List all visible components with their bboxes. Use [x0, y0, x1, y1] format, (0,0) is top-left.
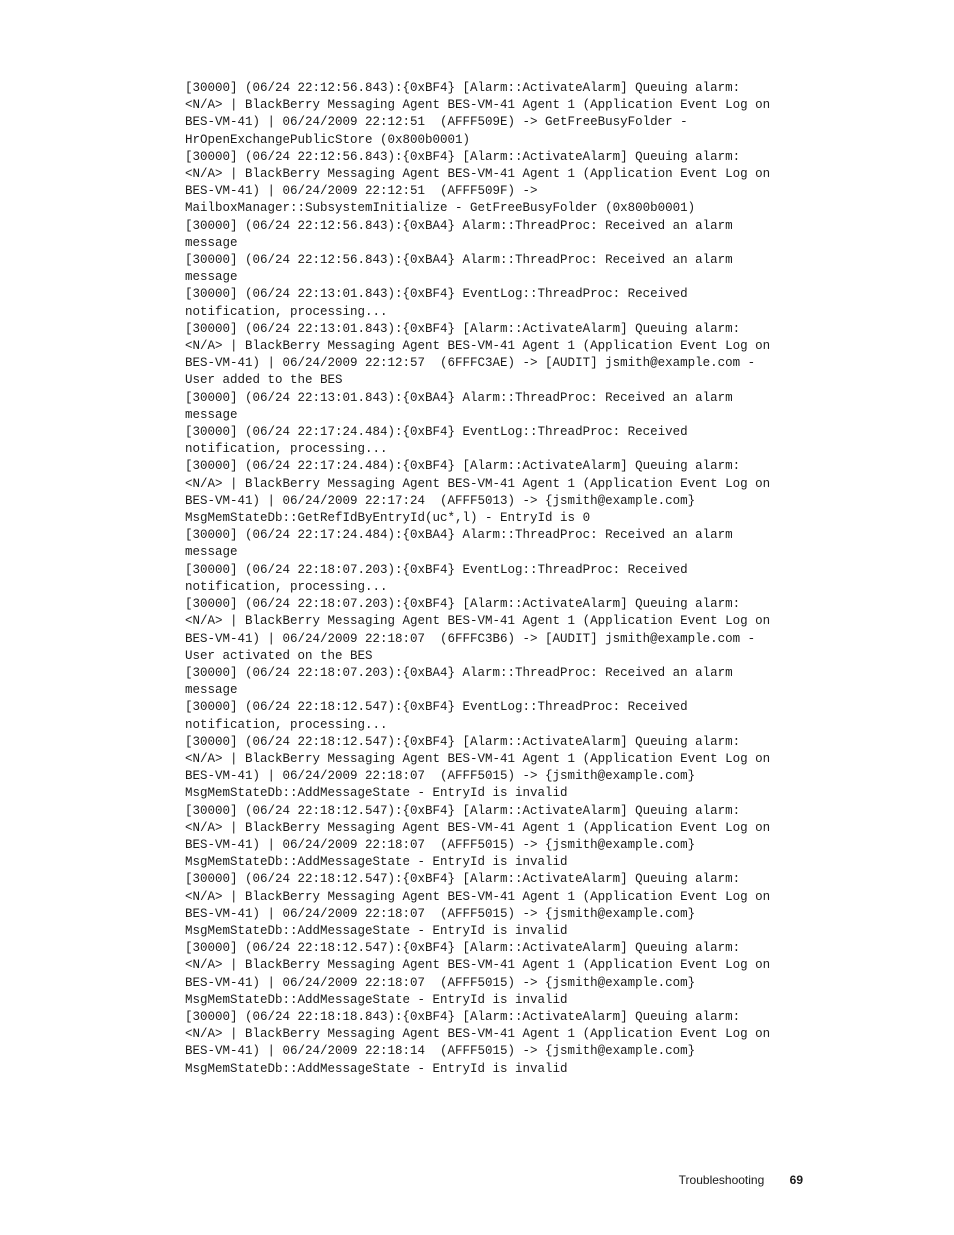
- log-line: [30000] (06/24 22:18:12.547):{0xBF4} EventLog::ThreadProc: Received: [185, 700, 688, 715]
- log-line: [30000] (06/24 22:18:12.547):{0xBF4} [Alarm::ActivateAlarm] Queuing alarm:: [185, 734, 741, 749]
- log-line: BES-VM-41) | 06/24/2009 22:18:14 (AFFF5015) -> {jsmith@example.com}: [185, 1044, 696, 1059]
- log-line: BES-VM-41) | 06/24/2009 22:12:57 (6FFFC3AE) -> [AUDIT] jsmith@example.com -: [185, 356, 756, 371]
- log-line: [30000] (06/24 22:18:12.547):{0xBF4} [Alarm::ActivateAlarm] Queuing alarm:: [185, 872, 741, 887]
- log-line: BES-VM-41) | 06/24/2009 22:18:07 (AFFF5015) -> {jsmith@example.com}: [185, 769, 696, 784]
- log-line: User added to the BES: [185, 373, 343, 388]
- log-line: message: [185, 235, 238, 250]
- log-line: User activated on the BES: [185, 648, 373, 663]
- log-line: <N/A> | BlackBerry Messaging Agent BES-VM-41 Agent 1 (Application Event Log on: [185, 614, 771, 629]
- log-line: <N/A> | BlackBerry Messaging Agent BES-VM-41 Agent 1 (Application Event Log on: [185, 889, 771, 904]
- log-line: BES-VM-41) | 06/24/2009 22:17:24 (AFFF5013) -> {jsmith@example.com}: [185, 493, 696, 508]
- log-line: <N/A> | BlackBerry Messaging Agent BES-VM-41 Agent 1 (Application Event Log on: [185, 476, 771, 491]
- log-line: message: [185, 683, 238, 698]
- log-line: [30000] (06/24 22:18:07.203):{0xBF4} EventLog::ThreadProc: Received: [185, 562, 688, 577]
- log-line: message: [185, 270, 238, 285]
- log-line: <N/A> | BlackBerry Messaging Agent BES-VM-41 Agent 1 (Application Event Log on: [185, 339, 771, 354]
- log-line: [30000] (06/24 22:13:01.843):{0xBF4} [Alarm::ActivateAlarm] Queuing alarm:: [185, 321, 741, 336]
- log-line: [30000] (06/24 22:18:18.843):{0xBF4} [Alarm::ActivateAlarm] Queuing alarm:: [185, 1009, 741, 1024]
- log-line: <N/A> | BlackBerry Messaging Agent BES-VM-41 Agent 1 (Application Event Log on: [185, 167, 771, 182]
- log-line: MsgMemStateDb::AddMessageState - EntryId is invalid: [185, 855, 568, 870]
- log-line: [30000] (06/24 22:12:56.843):{0xBA4} Alarm::ThreadProc: Received an alarm: [185, 253, 733, 268]
- log-line: [30000] (06/24 22:18:12.547):{0xBF4} [Alarm::ActivateAlarm] Queuing alarm:: [185, 803, 741, 818]
- log-line: message: [185, 545, 238, 560]
- log-line: <N/A> | BlackBerry Messaging Agent BES-VM-41 Agent 1 (Application Event Log on: [185, 1027, 771, 1042]
- log-line: <N/A> | BlackBerry Messaging Agent BES-VM-41 Agent 1 (Application Event Log on: [185, 751, 771, 766]
- footer-section-title: Troubleshooting: [678, 1173, 765, 1187]
- log-line: [30000] (06/24 22:12:56.843):{0xBA4} Alarm::ThreadProc: Received an alarm: [185, 218, 733, 233]
- log-line: BES-VM-41) | 06/24/2009 22:12:51 (AFFF509F) ->: [185, 184, 538, 199]
- log-line: MsgMemStateDb::AddMessageState - EntryId is invalid: [185, 992, 568, 1007]
- log-line: HrOpenExchangePublicStore (0x800b0001): [185, 132, 471, 147]
- log-line: [30000] (06/24 22:18:07.203):{0xBA4} Alarm::ThreadProc: Received an alarm: [185, 665, 733, 680]
- log-line: <N/A> | BlackBerry Messaging Agent BES-VM-41 Agent 1 (Application Event Log on: [185, 958, 771, 973]
- log-line: BES-VM-41) | 06/24/2009 22:18:07 (AFFF5015) -> {jsmith@example.com}: [185, 975, 696, 990]
- log-line: BES-VM-41) | 06/24/2009 22:12:51 (AFFF509E) -> GetFreeBusyFolder -: [185, 115, 688, 130]
- log-line: notification, processing...: [185, 717, 388, 732]
- log-line: [30000] (06/24 22:13:01.843):{0xBA4} Alarm::ThreadProc: Received an alarm: [185, 390, 733, 405]
- log-line: <N/A> | BlackBerry Messaging Agent BES-VM-41 Agent 1 (Application Event Log on: [185, 820, 771, 835]
- log-line: [30000] (06/24 22:13:01.843):{0xBF4} EventLog::ThreadProc: Received: [185, 287, 688, 302]
- log-output: [185, 80, 825, 1078]
- page-number: 69: [789, 1173, 803, 1187]
- log-line: [30000] (06/24 22:17:24.484):{0xBF4} EventLog::ThreadProc: Received: [185, 425, 688, 440]
- log-line: notification, processing...: [185, 442, 388, 457]
- log-line: message: [185, 407, 238, 422]
- log-line: MsgMemStateDb::GetRefIdByEntryId(uc*,l) - EntryId is 0: [185, 511, 591, 526]
- log-line: BES-VM-41) | 06/24/2009 22:18:07 (AFFF5015) -> {jsmith@example.com}: [185, 837, 696, 852]
- log-line: [30000] (06/24 22:17:24.484):{0xBA4} Alarm::ThreadProc: Received an alarm: [185, 528, 733, 543]
- log-line: [30000] (06/24 22:18:07.203):{0xBF4} [Alarm::ActivateAlarm] Queuing alarm:: [185, 597, 741, 612]
- log-line: [30000] (06/24 22:12:56.843):{0xBF4} [Alarm::ActivateAlarm] Queuing alarm:: [185, 149, 741, 164]
- log-line: BES-VM-41) | 06/24/2009 22:18:07 (6FFFC3B6) -> [AUDIT] jsmith@example.com -: [185, 631, 756, 646]
- log-line: MsgMemStateDb::AddMessageState - EntryId is invalid: [185, 786, 568, 801]
- log-line: BES-VM-41) | 06/24/2009 22:18:07 (AFFF5015) -> {jsmith@example.com}: [185, 906, 696, 921]
- log-line: notification, processing...: [185, 304, 388, 319]
- log-line: <N/A> | BlackBerry Messaging Agent BES-VM-41 Agent 1 (Application Event Log on: [185, 98, 771, 113]
- log-line: [30000] (06/24 22:18:12.547):{0xBF4} [Alarm::ActivateAlarm] Queuing alarm:: [185, 941, 741, 956]
- log-line: [30000] (06/24 22:17:24.484):{0xBF4} [Alarm::ActivateAlarm] Queuing alarm:: [185, 459, 741, 474]
- log-line: MsgMemStateDb::AddMessageState - EntryId is invalid: [185, 1061, 568, 1076]
- log-line: MsgMemStateDb::AddMessageState - EntryId is invalid: [185, 923, 568, 938]
- log-line: [30000] (06/24 22:12:56.843):{0xBF4} [Alarm::ActivateAlarm] Queuing alarm:: [185, 81, 741, 95]
- log-line: MailboxManager::SubsystemInitialize - GetFreeBusyFolder (0x800b0001): [185, 201, 696, 216]
- log-line: notification, processing...: [185, 579, 388, 594]
- page-footer: [0, 1173, 803, 1187]
